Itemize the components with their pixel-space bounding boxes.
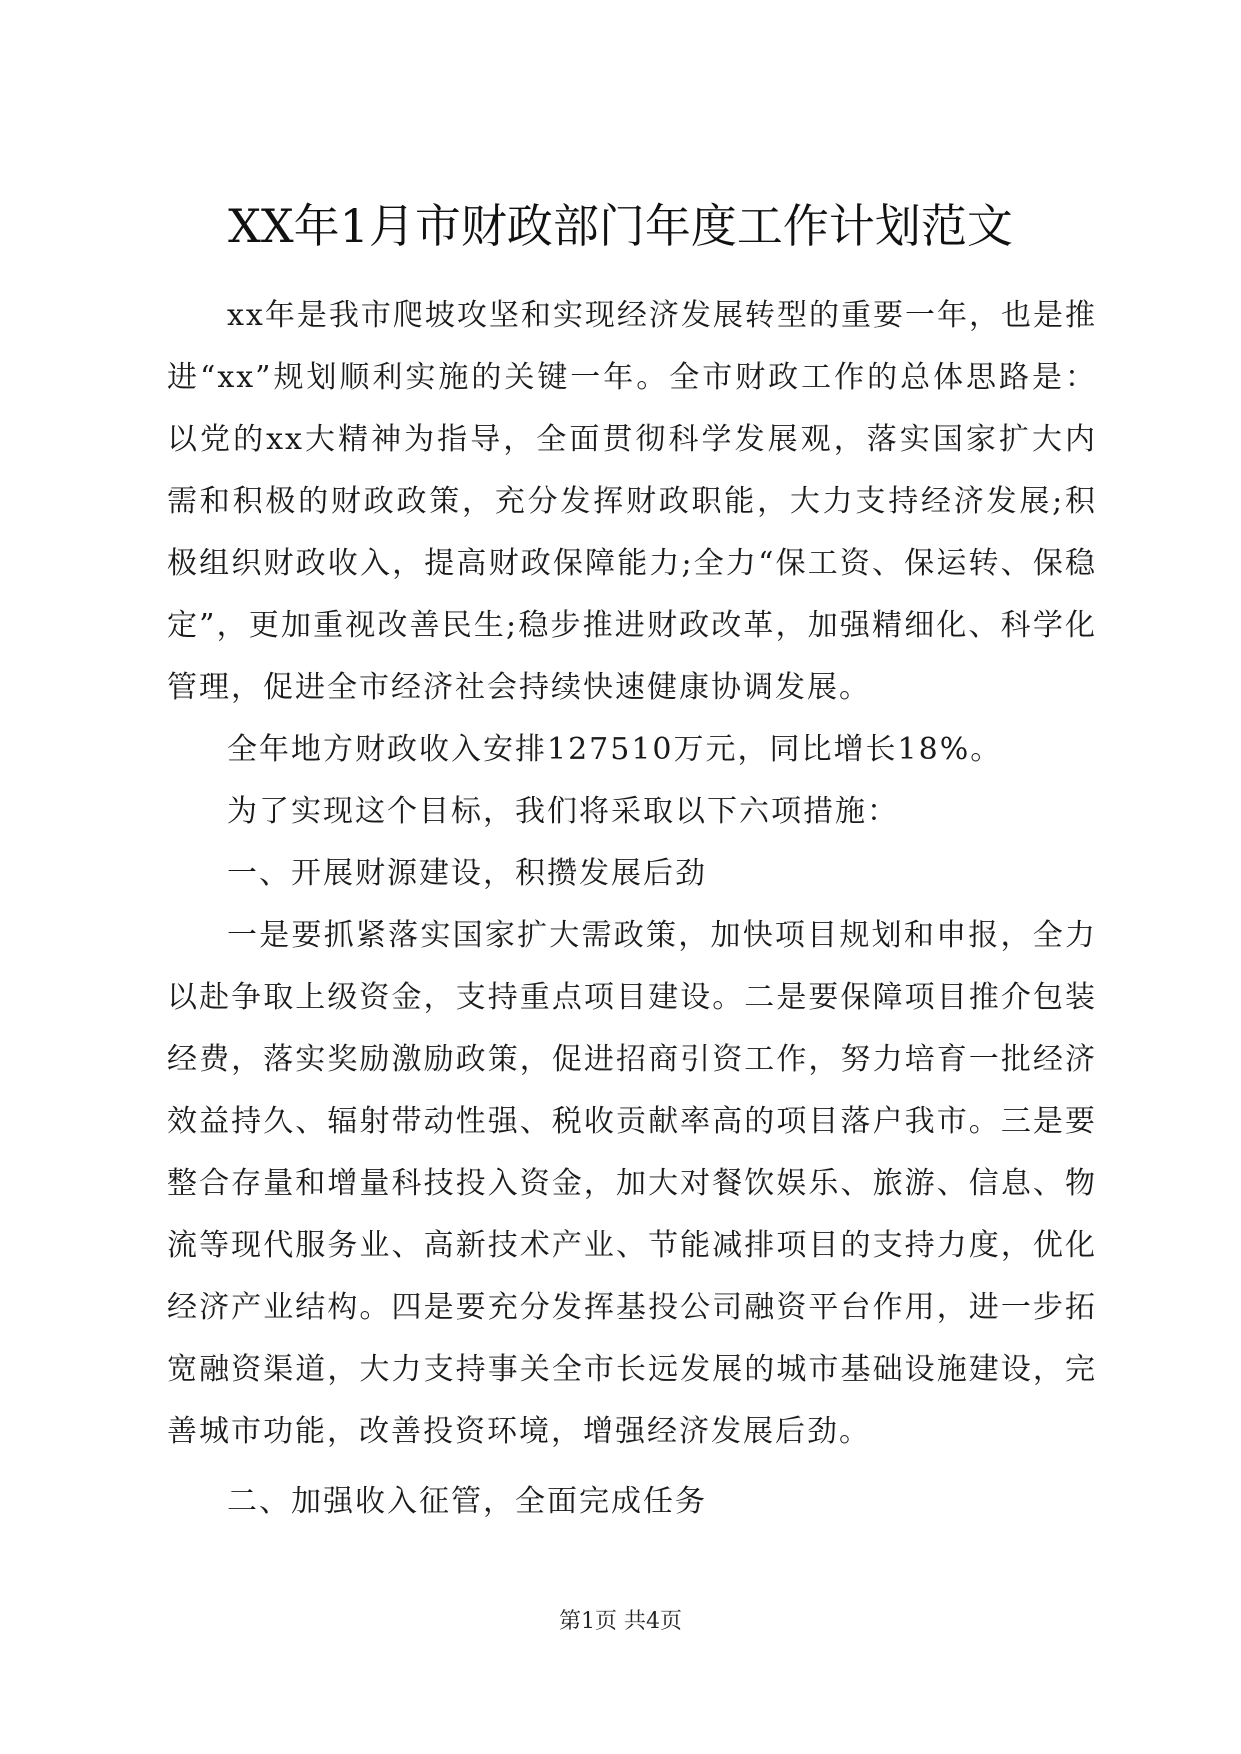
paragraph-intro: xx年是我市爬坡攻坚和实现经济发展转型的重要一年，也是推进“xx”规划顺利实施的关键一年。全市财政工作的总体思路是：以党的xx大精神为指导，全面贯彻科学发展观，落实国家扩大内需和积极的财政政策，充分发挥财政职能，大力支持经济发展;积极组织财政收入，提高财政保障能力;全力“保工资、保运转、保稳定”，更加重视改善民生;稳步推进财政改革，加强精细化、科学化管理，促进全市经济社会持续快速健康协调发展。 xyxy=(167,298,1097,705)
section-heading-1: 一、开展财源建设，积攒发展后劲 xyxy=(227,856,707,891)
paragraph-measures-intro: 为了实现这个目标，我们将采取以下六项措施： xyxy=(227,794,899,829)
page-footer: 第1页 共4页 xyxy=(559,1609,682,1634)
section-heading-2: 二、加强收入征管，全面完成任务 xyxy=(227,1484,707,1519)
document-body xyxy=(167,285,1097,1533)
document-title: XX年1月市财政部门年度工作计划范文 xyxy=(228,199,1013,253)
paragraph-section-1: 一是要抓紧落实国家扩大需政策，加快项目规划和申报，全力以赴争取上级资金，支持重点项目建设。二是要保障项目推介包装经费，落实奖励激励政策，促进招商引资工作，努力培育一批经济效益持久、辐射带动性强、税收贡献率高的项目落户我市。三是要整合存量和增量科技投入资金，加大对餐饮娱乐、旅游、信息、物流等现代服务业、高新技术产业、节能减排项目的支持力度，优化经济产业结构。四是要充分发挥基投公司融资平台作用，进一步拓宽融资渠道，大力支持事关全市长远发展的城市基础设施建设，完善城市功能，改善投资环境，增强经济发展后劲。 xyxy=(167,918,1097,1449)
paragraph-revenue-target: 全年地方财政收入安排127510万元，同比增长18%。 xyxy=(227,732,1003,767)
